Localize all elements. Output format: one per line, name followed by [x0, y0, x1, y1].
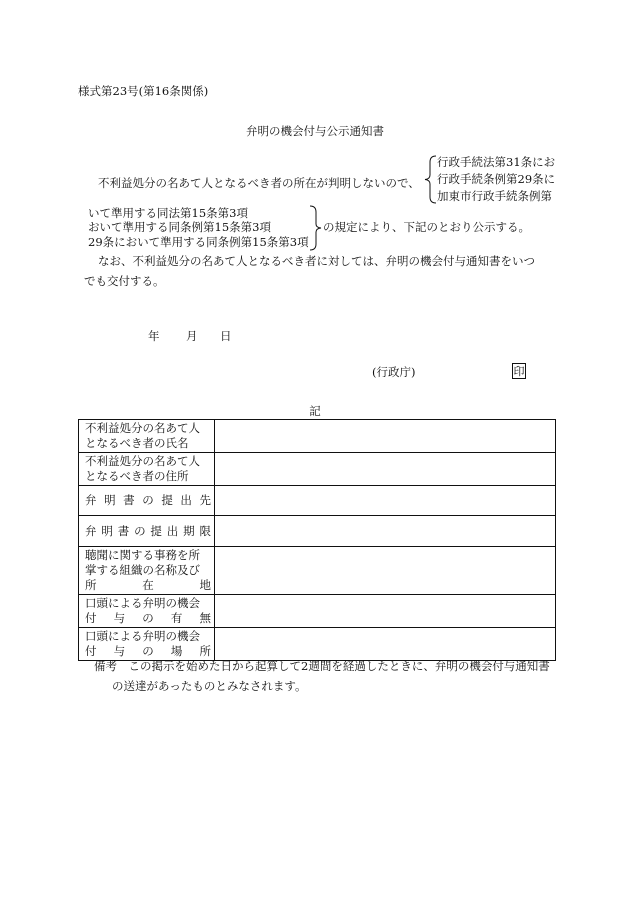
table-row	[79, 516, 556, 547]
table-row-value[interactable]	[215, 547, 556, 595]
table-row-label-line: 掌する組織の名称及び	[85, 563, 200, 577]
remark-line-2: の送達があったものとみなされます。	[112, 679, 307, 693]
table-row	[79, 486, 556, 516]
document-title: 弁明の機会付与公示通知書	[246, 124, 384, 138]
table-row-label-line: 不利益処分の名あて人	[85, 454, 200, 468]
table-row-value[interactable]	[215, 486, 556, 516]
table-row-label	[79, 595, 215, 628]
body-line-2-tail: の規定により、下記のとおり公示する。	[323, 220, 530, 234]
table-row-label	[79, 453, 215, 486]
note-line-2: でも交付する。	[84, 274, 165, 288]
table-row-label-line: 弁明書の提出期限	[85, 523, 211, 538]
table-row	[79, 595, 556, 628]
bracket-left-line-1: いて準用する同法第15条第3項	[88, 206, 248, 220]
date-year: 年	[148, 329, 160, 343]
table-row-label	[79, 516, 215, 547]
table-row-label	[79, 547, 215, 595]
remark-line-1: 備考 この掲示を始めた日から起算して2週間を経過したときに、弁明の機会付与通知書	[94, 659, 550, 673]
bracket-right-line-3: 加東市行政手続条例第	[437, 189, 552, 203]
table-row	[79, 628, 556, 661]
table-row-label-line: 所在地	[85, 578, 211, 592]
seal-stamp: 印	[513, 364, 525, 378]
bracket-right-line-2: 行政手続条例第29条に	[437, 172, 556, 186]
ki-heading: 記	[309, 404, 321, 418]
table-row	[79, 420, 556, 453]
table-row-label-line: 口頭による弁明の機会	[85, 596, 200, 610]
bracket-right-line-1: 行政手続法第31条にお	[437, 155, 556, 169]
table-row-label-line: となるべき者の氏名	[85, 436, 189, 450]
date-day: 日	[220, 329, 232, 343]
table-row-label-line: 口頭による弁明の機会	[85, 629, 200, 643]
info-table	[78, 419, 556, 661]
table-row-label	[79, 486, 215, 516]
bracket-left-line-3: 29条において準用する同条例第15条第3項	[88, 235, 309, 249]
bracket-left-line-2: おいて準用する同条例第15条第3項	[88, 220, 271, 234]
table-row-label	[79, 420, 215, 453]
table-row-label-line: 弁明書の提出先	[85, 493, 211, 507]
date-month: 月	[186, 329, 198, 343]
table-row-value[interactable]	[215, 628, 556, 661]
table-row-label	[79, 628, 215, 661]
agency-label: (行政庁)	[372, 365, 416, 379]
body-line-1: 不利益処分の名あて人となるべき者の所在が判明しないので、	[98, 176, 420, 190]
table-row-value[interactable]	[215, 595, 556, 628]
left-brace-bracket	[423, 155, 437, 204]
form-number: 様式第23号(第16条関係)	[78, 84, 209, 98]
table-row-value[interactable]	[215, 516, 556, 547]
table-row-label-line: 付与の場所	[85, 644, 211, 658]
table-row-label-line: となるべき者の住所	[85, 469, 189, 483]
table-row-value[interactable]	[215, 453, 556, 486]
table-row-label-line: 不利益処分の名あて人	[85, 421, 200, 435]
table-row-label-line: 聴聞に関する事務を所	[85, 548, 200, 562]
table-row-label-line: 付与の有無	[85, 611, 211, 625]
table-row	[79, 547, 556, 595]
table-row-value[interactable]	[215, 420, 556, 453]
table-row	[79, 453, 556, 486]
right-brace-bracket	[309, 205, 323, 251]
note-line-1: なお、不利益処分の名あて人となるべき者に対しては、弁明の機会付与通知書をいつ	[98, 254, 535, 268]
